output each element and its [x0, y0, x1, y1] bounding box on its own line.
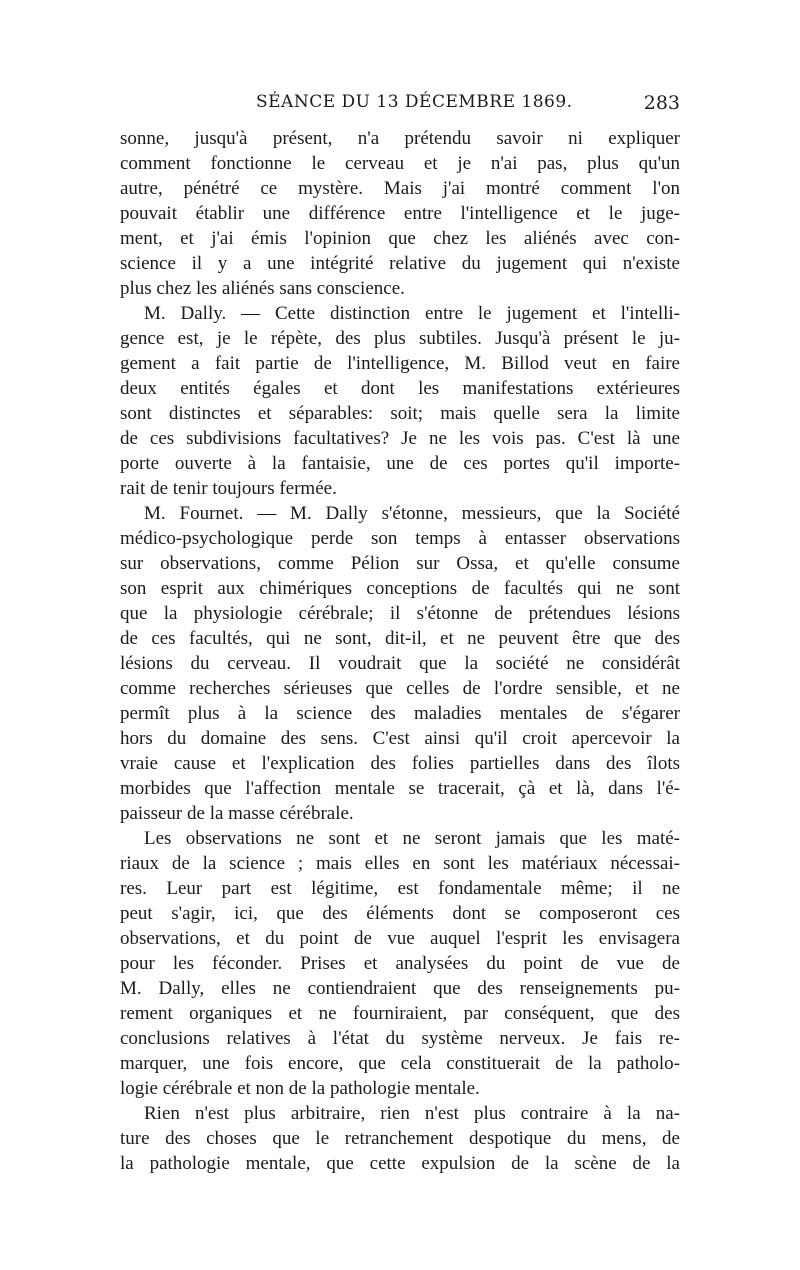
- text-line: hors du domaine des sens. C'est ainsi qu'il croit apercevoir la: [120, 728, 680, 749]
- text-line: pour les féconder. Prises et analysées du point de vue de: [120, 953, 680, 974]
- text-line: M. Dally, elles ne contiendraient que des renseignements pu-: [120, 978, 680, 999]
- text-line: rement organiques et ne fourniraient, par conséquent, que des: [120, 1003, 680, 1024]
- text-line: la pathologie mentale, que cette expulsion de la scène de la: [120, 1153, 680, 1174]
- text-line: logie cérébrale et non de la pathologie mentale.: [120, 1078, 480, 1099]
- text-line: peut s'agir, ici, que des éléments dont se composeront ces: [120, 903, 680, 924]
- text-line: médico-psychologique perde son temps à entasser observations: [120, 528, 680, 549]
- text-line: ment, et j'ai émis l'opinion que chez les aliénés avec con-: [120, 228, 680, 249]
- text-line: sont distinctes et séparables: soit; mais quelle sera la limite: [120, 403, 680, 424]
- text-line: deux entités égales et dont les manifestations extérieures: [120, 378, 680, 399]
- text-line: sonne, jusqu'à présent, n'a prétendu savoir ni expliquer: [120, 128, 680, 149]
- text-line: comme recherches sérieuses que celles de l'ordre sensible, et ne: [120, 678, 680, 699]
- text-line: Les observations ne sont et ne seront jamais que les maté-: [144, 828, 680, 849]
- text-line: paisseur de la masse cérébrale.: [120, 803, 354, 824]
- text-line: lésions du cerveau. Il voudrait que la société ne considérât: [120, 653, 680, 674]
- running-title: SÉANCE DU 13 DÉCEMBRE 1869.: [256, 92, 573, 112]
- text-line: pouvait établir une différence entre l'intelligence et le juge-: [120, 203, 680, 224]
- text-line: gence est, je le répète, des plus subtiles. Jusqu'à présent le ju-: [120, 328, 680, 349]
- text-line: ture des choses que le retranchement despotique du mens, de: [120, 1128, 680, 1149]
- text-line: comment fonctionne le cerveau et je n'ai pas, plus qu'un: [120, 153, 680, 174]
- text-line: permît plus à la science des maladies mentales de s'égarer: [120, 703, 680, 724]
- text-line: rait de tenir toujours fermée.: [120, 478, 337, 499]
- running-head: [118, 92, 680, 118]
- text-line: marquer, une fois encore, que cela constituerait de la patholo-: [120, 1053, 680, 1074]
- text-line: res. Leur part est légitime, est fondamentale même; il ne: [120, 878, 680, 899]
- text-line: observations, et du point de vue auquel l'esprit les envisagera: [120, 928, 680, 949]
- text-line: que la physiologie cérébrale; il s'étonne de prétendues lésions: [120, 603, 680, 624]
- text-line: de ces facultés, qui ne sont, dit-il, et ne peuvent être que des: [120, 628, 680, 649]
- text-line: sur observations, comme Pélion sur Ossa, et qu'elle consume: [120, 553, 680, 574]
- text-line: morbides que l'affection mentale se tracerait, çà et là, dans l'é-: [120, 778, 680, 799]
- text-line: porte ouverte à la fantaisie, une de ces portes qu'il importe-: [120, 453, 680, 474]
- page-number: 283: [643, 92, 680, 114]
- text-line: riaux de la science ; mais elles en sont les matériaux nécessai-: [120, 853, 680, 874]
- text-line: Rien n'est plus arbitraire, rien n'est plus contraire à la na-: [144, 1103, 680, 1124]
- text-line: M. Fournet. — M. Dally s'étonne, messieurs, que la Société: [144, 503, 680, 524]
- text-line: autre, pénétré ce mystère. Mais j'ai montré comment l'on: [120, 178, 680, 199]
- text-line: de ces subdivisions facultatives? Je ne les vois pas. C'est là une: [120, 428, 680, 449]
- text-line: conclusions relatives à l'état du système nerveux. Je fais re-: [120, 1028, 680, 1049]
- text-line: gement a fait partie de l'intelligence, M. Billod veut en faire: [120, 353, 680, 374]
- text-line: son esprit aux chimériques conceptions de facultés qui ne sont: [120, 578, 680, 599]
- text-line: vraie cause et l'explication des folies partielles dans des îlots: [120, 753, 680, 774]
- text-line: M. Dally. — Cette distinction entre le jugement et l'intelli-: [144, 303, 680, 324]
- text-line: science il y a une intégrité relative du jugement qui n'existe: [120, 253, 680, 274]
- text-line: plus chez les aliénés sans conscience.: [120, 278, 405, 299]
